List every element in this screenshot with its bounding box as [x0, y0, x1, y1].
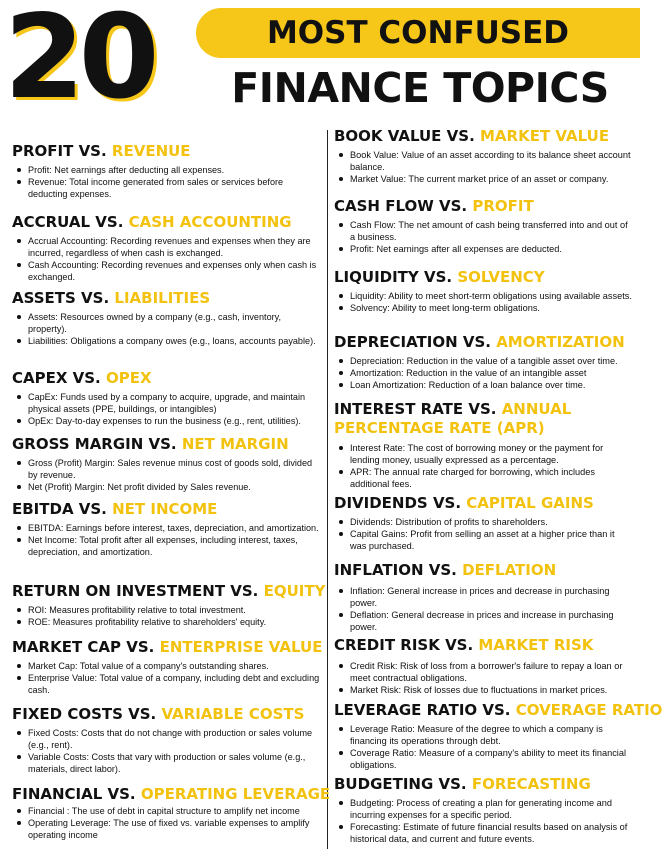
topic-title: LIQUIDITY VS. SOLVENCY	[334, 268, 545, 286]
list-item: Net (Profit) Margin: Net profit divided by Sales revenue.	[26, 481, 322, 493]
topic-title: INFLATION VS. DEFLATION	[334, 561, 557, 579]
list-item: Dividends: Distribution of profits to shareholders.	[348, 516, 632, 528]
topic-section	[334, 400, 632, 490]
list-item: Enterprise Value: Total value of a company, including debt and excluding cash.	[26, 672, 322, 696]
topic-section	[334, 333, 632, 391]
list-item: EBITDA: Earnings before interest, taxes, depreciation, and amortization.	[26, 522, 322, 534]
topic-title: ASSETS VS. LIABILITIES	[12, 289, 211, 307]
topic-title: CASH FLOW VS. PROFIT	[334, 197, 534, 215]
headline-banner	[196, 8, 640, 58]
topic-title: RETURN ON INVESTMENT VS. EQUITY	[12, 582, 326, 600]
list-item: Liquidity: Ability to meet short-term obligations using available assets.	[350, 291, 632, 301]
headline-line1: MOST CONFUSED	[266, 15, 570, 51]
topic-section	[12, 435, 322, 493]
topic-section	[334, 701, 662, 771]
topic-title: DEPRECIATION VS. AMORTIZATION	[334, 333, 625, 351]
topic-section	[334, 561, 632, 633]
topic-title: INTEREST RATE VS. ANNUAL	[334, 400, 572, 418]
topic-section	[12, 638, 322, 696]
topic-title: CREDIT RISK VS. MARKET RISK	[334, 636, 594, 654]
list-item: Solvency: Ability to meet long-term obligations.	[348, 302, 632, 314]
list-item: Cash Flow: The net amount of cash being transferred into and out of a business.	[348, 219, 632, 243]
topic-title: MARKET CAP VS. ENTERPRISE VALUE	[12, 638, 323, 656]
topic-section	[334, 197, 632, 255]
topic-title: LEVERAGE RATIO VS. COVERAGE RATIO	[334, 701, 662, 719]
header	[0, 0, 640, 125]
list-item: Profit: Net earnings after all expenses are deducted.	[348, 243, 632, 255]
topic-title: FIXED COSTS VS. VARIABLE COSTS	[12, 705, 305, 723]
list-item: OpEx: Day-to-day expenses to run the business (e.g., rent, utilities).	[26, 415, 322, 427]
list-item: Market Risk: Risk of losses due to fluctuations in market prices.	[348, 684, 632, 696]
topic-section	[334, 636, 632, 696]
list-item: Budgeting: Process of creating a plan for generating income and incurring expenses for a specific period.	[348, 797, 632, 821]
list-item: Revenue: Total income generated from sales or services before deducting expenses.	[26, 176, 322, 200]
list-item: Amortization: Reduction in the value of an intangible asset	[348, 367, 632, 379]
list-item: Variable Costs: Costs that vary with production or sales volume (e.g., materials, direct labor).	[26, 751, 322, 775]
list-item: CapEx: Funds used by a company to acquire, upgrade, and maintain physical assets (PPE, buildings, or intangibles)	[26, 391, 322, 415]
topic-section	[12, 213, 322, 283]
topic-section	[334, 494, 632, 552]
topic-title: BOOK VALUE VS. MARKET VALUE	[334, 127, 610, 145]
topic-section	[12, 369, 322, 427]
topic-section	[12, 500, 322, 558]
topic-title: ACCRUAL VS. CASH ACCOUNTING	[12, 213, 292, 231]
list-item: Financial : The use of debt in capital structure to amplify net income	[26, 805, 322, 817]
list-item: Deflation: General decrease in prices and increase in purchasing power.	[348, 609, 632, 633]
list-item: Loan Amortization: Reduction of a loan balance over time.	[348, 379, 632, 391]
list-item: Leverage Ratio: Measure of the degree to which a company is financing its operations through debt.	[348, 723, 632, 747]
list-item: Profit: Net earnings after deducting all expenses.	[26, 164, 322, 176]
list-item: Gross (Profit) Margin: Sales revenue minus cost of goods sold, divided by revenue.	[26, 457, 322, 481]
headline-line2: FINANCE TOPICS	[231, 64, 609, 112]
list-item: Depreciation: Reduction in the value of a tangible asset over time.	[348, 355, 632, 367]
list-item: Credit Risk: Risk of loss from a borrower's failure to repay a loan or meet contractual obligations.	[348, 660, 632, 684]
topic-title: BUDGETING VS. FORECASTING	[334, 775, 591, 793]
list-item: Operating Leverage: The use of fixed vs. variable expenses to amplify operating income	[26, 817, 322, 841]
topic-section	[334, 775, 632, 845]
list-item: Forecasting: Estimate of future financial results based on analysis of historical data, and current and future events.	[348, 821, 632, 845]
topic-section	[12, 705, 322, 775]
list-item: Accrual Accounting: Recording revenues and expenses when they are incurred, regardless of when cash is exchanged.	[26, 235, 322, 259]
list-item: Net Income: Total profit after all expenses, including interest, taxes, depreciation, and amortization.	[26, 534, 322, 558]
list-item: Capital Gains: Profit from selling an asset at a higher price than it was purchased.	[348, 528, 632, 552]
topic-title: GROSS MARGIN VS. NET MARGIN	[12, 435, 289, 453]
list-item: Coverage Ratio: Measure of a company's ability to meet its financial obligations.	[348, 747, 632, 771]
list-item: Assets: Resources owned by a company (e.g., cash, inventory, property).	[26, 311, 322, 335]
list-item: Interest Rate: The cost of borrowing money or the payment for lending money, usually expressed as a percentage.	[348, 442, 632, 466]
topic-title-line2: PERCENTAGE RATE (APR)	[334, 419, 545, 437]
topic-section	[12, 289, 322, 347]
topic-section	[12, 582, 326, 628]
topic-section	[334, 268, 632, 314]
topic-section	[12, 142, 322, 200]
topic-title: DIVIDENDS VS. CAPITAL GAINS	[334, 494, 594, 512]
topic-section	[334, 127, 632, 185]
headline-number: 20	[4, 0, 154, 125]
list-item: Inflation: General increase in prices and decrease in purchasing power.	[348, 585, 632, 609]
list-item: ROI: Measures profitability relative to total investment.	[26, 604, 322, 616]
topic-title: PROFIT VS. REVENUE	[12, 142, 191, 160]
list-item: ROE: Measures profitability relative to shareholders' equity.	[26, 616, 322, 628]
list-item: Cash Accounting: Recording revenues and expenses only when cash is exchanged.	[26, 259, 322, 283]
list-item: Market Cap: Total value of a company's outstanding shares.	[26, 660, 322, 672]
list-item: APR: The annual rate charged for borrowing, which includes additional fees.	[348, 466, 632, 490]
column-divider	[327, 130, 328, 849]
topic-section	[12, 785, 331, 841]
list-item: Liabilities: Obligations a company owes (e.g., loans, accounts payable).	[26, 335, 322, 347]
topic-title: CAPEX VS. OPEX	[12, 369, 152, 387]
list-item: Market Value: The current market price of an asset or company.	[348, 173, 632, 185]
list-item: Fixed Costs: Costs that do not change with production or sales volume (e.g., rent).	[26, 727, 322, 751]
topic-title: EBITDA VS. NET INCOME	[12, 500, 218, 518]
list-item: Book Value: Value of an asset according to its balance sheet account balance.	[350, 150, 631, 173]
topic-title: FINANCIAL VS. OPERATING LEVERAGE	[12, 785, 331, 803]
